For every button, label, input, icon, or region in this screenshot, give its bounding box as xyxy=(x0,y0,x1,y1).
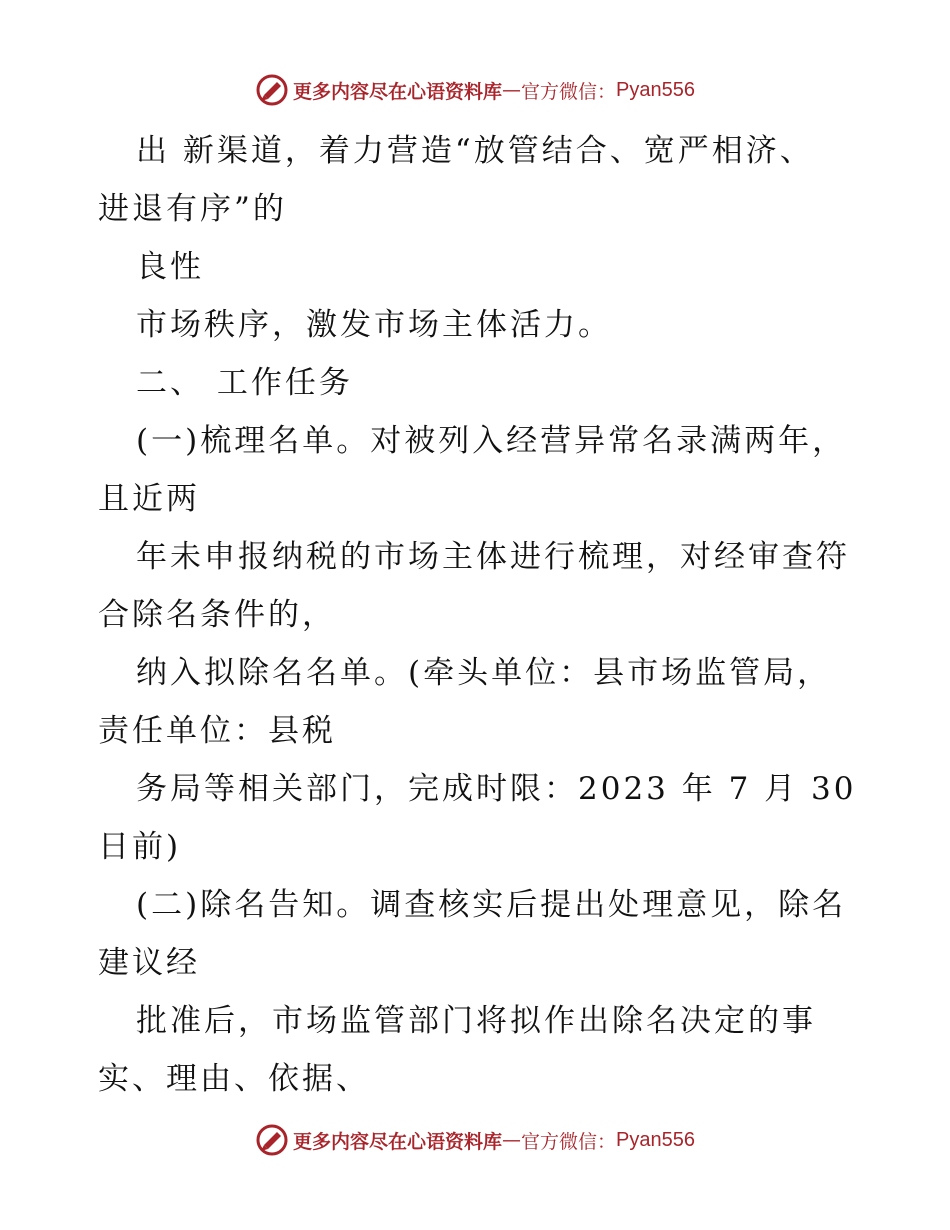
text-line: 良性 xyxy=(136,249,204,285)
banner-promo-text: 更多内容尽在心语资料库 xyxy=(293,1130,503,1153)
text-line: 责任单位：县税 xyxy=(98,713,336,749)
text-line: 市场秩序，激发市场主体活力。 xyxy=(136,307,612,343)
text-line: 年未申报纳税的市场主体进行梳理，对经审查符 xyxy=(136,539,850,575)
banner-wechat-label: 官方微信： xyxy=(521,80,617,103)
text-line: 实、理由、依据、 xyxy=(98,1061,370,1097)
text-line: (二)除名告知。调查核实后提出处理意见，除名 xyxy=(136,887,847,923)
text-line: (一)梳理名单。对被列入经营异常名录满两年， xyxy=(136,423,847,459)
banner-separator: — xyxy=(502,1129,522,1151)
text-line: 纳入拟除名名单。(牵头单位：县市场监管局， xyxy=(136,655,832,691)
text-line: 出 新渠道，着力营造“放管结合、宽严相济、 xyxy=(136,133,814,169)
text-line: 日前) xyxy=(98,829,182,865)
text-line: 务局等相关部门，完成时限：2023 年 7 月 30 xyxy=(136,771,857,807)
banner-promo-text: 更多内容尽在心语资料库 xyxy=(293,80,503,103)
banner-wechat-label: 官方微信： xyxy=(521,1130,617,1153)
footer-banner xyxy=(0,1120,950,1160)
banner-wechat-id: Pyan556 xyxy=(616,1128,695,1151)
text-line: 批准后，市场监管部门将拟作出除名决定的事 xyxy=(136,1003,816,1039)
text-line: 建议经 xyxy=(98,945,200,981)
section-heading: 二、 工作任务 xyxy=(136,365,353,401)
header-banner xyxy=(0,70,950,110)
text-line: 合除名条件的， xyxy=(98,597,336,633)
logo-icon xyxy=(255,73,289,107)
text-line: 且近两 xyxy=(98,481,200,517)
banner-separator: — xyxy=(502,79,522,101)
logo-icon xyxy=(255,1123,289,1157)
document-body xyxy=(98,122,858,1108)
text-line: 进退有序”的 xyxy=(98,191,287,227)
banner-wechat-id: Pyan556 xyxy=(616,78,695,101)
